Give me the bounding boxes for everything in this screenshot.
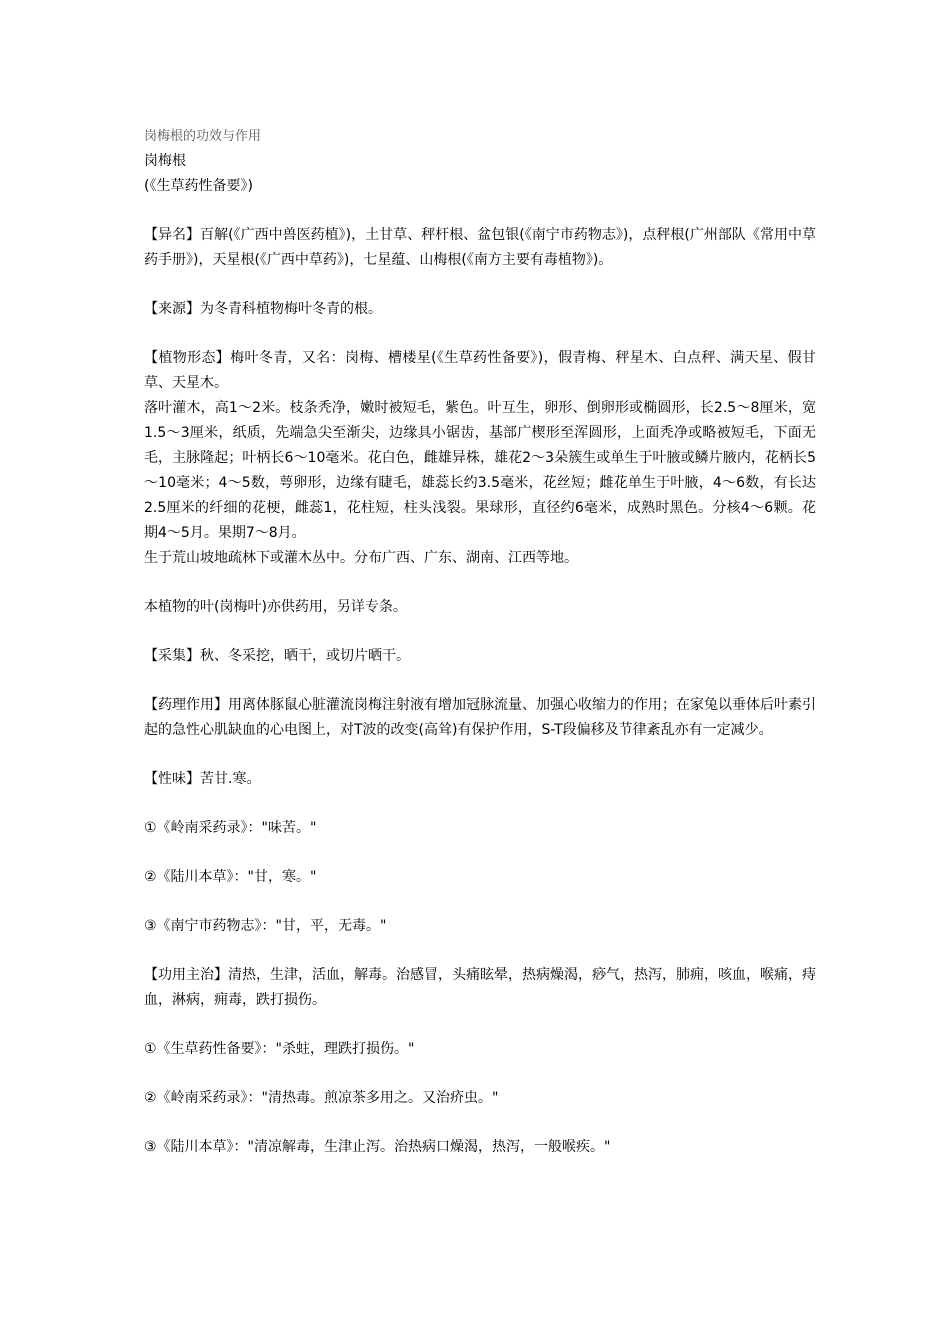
herb-name: 岗梅根: [144, 153, 186, 169]
section-morphology-intro: 【植物形态】梅叶冬青，又名：岗梅、槽楼星(《生草药性备要》)，假青梅、秤星木、白点秤、满天星、假甘草、天星木。: [144, 350, 816, 391]
function-quote-2: ②《岭南采药录》："清热毒。煎凉茶多用之。又治疥虫。": [144, 1090, 499, 1106]
document-title: 岗梅根的功效与作用: [144, 129, 262, 144]
spacer: [144, 939, 816, 963]
spacer: [144, 620, 816, 644]
section-morphology-detail: 落叶灌木，高1～2米。枝条秃净，嫩时被短毛，紫色。叶互生，卵形、倒卵形或椭圆形，长2.5～8厘米，宽1.5～3厘米，纸质，先端急尖至渐尖，边缘具小锯齿，基部广楔形至浑圆形，上面秃净或略被短毛，下面无毛，主脉隆起；叶柄长6～10毫米。花白色，雌雄异株，雄花2～3朵簇生或单生于叶腋或鳞片腋内，花柄长5～10毫米；4～5数，萼卵形，边缘有睫毛，雄蕊长约3.5毫米，花丝短；雌花单生于叶腋，4～6数，有长达2.5厘米的纤细的花梗，雌蕊1，花柱短，柱头浅裂。果球形，直径约6毫米，成熟时黑色。分核4～6颗。花期4～5月。果期7～8月。: [144, 400, 816, 541]
section-origin: 【来源】为冬青科植物梅叶冬青的根。: [144, 301, 382, 317]
spacer: [144, 890, 816, 914]
document-body: [144, 124, 816, 1160]
spacer: [144, 571, 816, 595]
spacer: [144, 199, 816, 223]
section-habitat: 生于荒山坡地疏林下或灌木丛中。分布广西、广东、湖南、江西等地。: [144, 550, 578, 566]
section-nature: 【性味】苦甘.寒。: [144, 771, 261, 787]
spacer: [144, 841, 816, 865]
section-harvest: 【采集】秋、冬采挖，晒干，或切片晒干。: [144, 648, 410, 664]
spacer: [144, 1111, 816, 1135]
spacer: [144, 1013, 816, 1037]
nature-quote-1: ①《岭南采药录》："味苦。": [144, 820, 317, 836]
nature-quote-2: ②《陆川本草》："甘，寒。": [144, 869, 317, 885]
spacer: [144, 743, 816, 767]
herb-source: (《生草药性备要》): [144, 178, 253, 194]
section-pharmacology: 【药理作用】用离体豚鼠心脏灌流岗梅注射液有增加冠脉流量、加强心收缩力的作用；在家兔以垂体后叶素引起的急性心肌缺血的心电图上，对T波的改变(高耸)有保护作用，S-T段偏移及节律紊乱亦有一定减少。: [144, 697, 816, 738]
section-aliases: 【异名】百解(《广西中兽医药植》)，土甘草、秤杆根、盆包银(《南宁市药物志》)，点秤根(广州部队《常用中草药手册》)，天星根(《广西中草药》)，七星蕴、山梅根(《南方主要有毒植物》)。: [144, 227, 816, 268]
function-quote-1: ①《生草药性备要》："杀蛀，理跌打损伤。": [144, 1041, 415, 1057]
spacer: [144, 322, 816, 346]
spacer: [144, 792, 816, 816]
spacer: [144, 1062, 816, 1086]
spacer: [144, 669, 816, 693]
section-leaf-note: 本植物的叶(岗梅叶)亦供药用，另详专条。: [144, 599, 407, 615]
nature-quote-3: ③《南宁市药物志》："甘，平，无毒。": [144, 918, 387, 934]
spacer: [144, 273, 816, 297]
section-function: 【功用主治】清热，生津，活血，解毒。治感冒，头痛眩晕，热病燥渴，痧气，热泻，肺痈，咳血，喉痛，痔血，淋病，痈毒，跌打损伤。: [144, 967, 816, 1008]
function-quote-3: ③《陆川本草》："清凉解毒，生津止泻。治热病口燥渴，热泻，一般喉疾。": [144, 1139, 611, 1155]
